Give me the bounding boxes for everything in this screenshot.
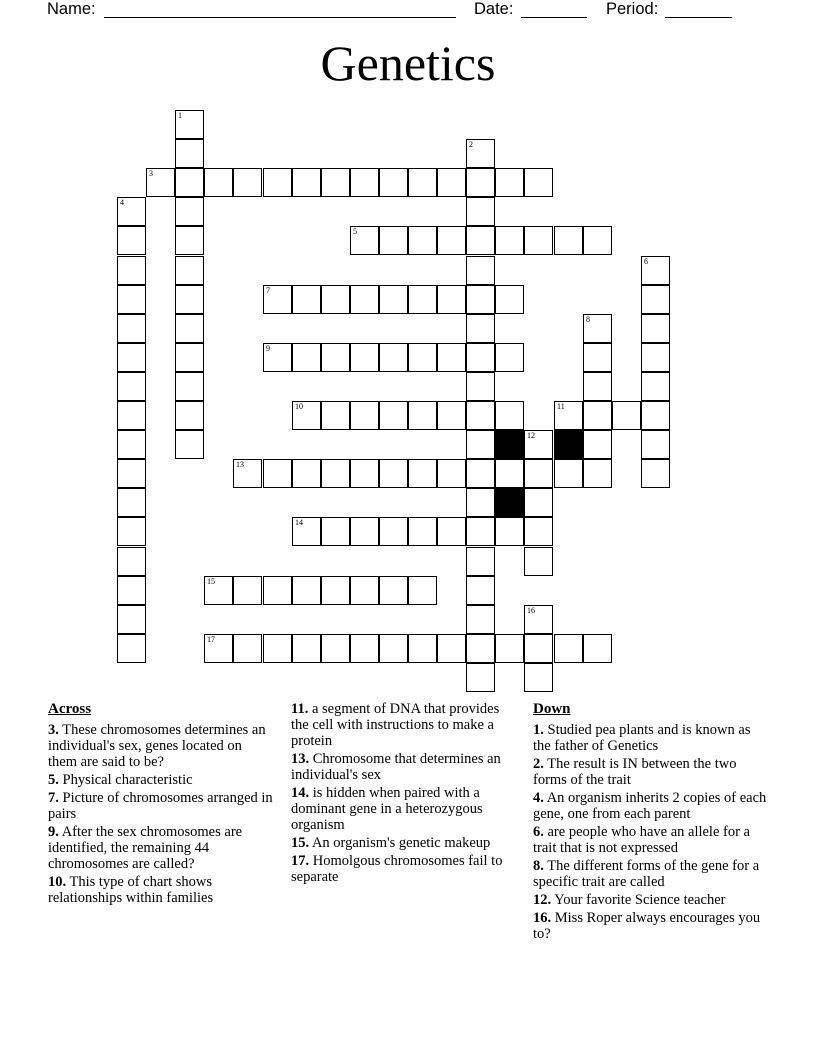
crossword-cell[interactable] (524, 226, 553, 255)
name-label: Name: (47, 0, 96, 18)
crossword-cell[interactable] (350, 285, 379, 314)
down-clue (533, 824, 768, 856)
crossword-cell[interactable] (175, 343, 204, 372)
down-clue (533, 892, 768, 908)
crossword-cell[interactable] (495, 343, 524, 372)
crossword-cell[interactable] (175, 226, 204, 255)
clue-text: An organism inherits 2 copies of each gene, one from each parent (533, 790, 767, 822)
crossword-cell[interactable] (466, 605, 495, 634)
across-clues-column-2 (291, 701, 516, 887)
clue-text: These chromosomes determines an individual's sex, genes located on them are said to be? (48, 722, 266, 770)
clue-number: 5 (353, 227, 357, 236)
clue-text: An organism's genetic makeup (309, 835, 491, 851)
crossword-cell[interactable] (117, 197, 146, 226)
across-clue (291, 835, 516, 851)
crossword-cell[interactable] (495, 634, 524, 663)
clue-text: are people who have an allele for a trait that is not expressed (533, 824, 750, 856)
crossword-cell[interactable] (583, 226, 612, 255)
clue-number: 14 (295, 518, 303, 527)
crossword-cell[interactable] (583, 634, 612, 663)
crossword-cell[interactable] (466, 576, 495, 605)
crossword-cell[interactable] (583, 314, 612, 343)
crossword-cell[interactable] (175, 197, 204, 226)
crossword-cell[interactable] (466, 197, 495, 226)
crossword-cell[interactable] (583, 343, 612, 372)
clue-text: a segment of DNA that provides the cell with instructions to make a protein (291, 701, 500, 749)
crossword-cell[interactable] (408, 343, 437, 372)
crossword-cell[interactable] (466, 663, 495, 692)
crossword-cell[interactable] (175, 168, 204, 197)
date-label: Date: (474, 0, 514, 18)
crossword-cell[interactable] (321, 517, 350, 546)
crossword-cell[interactable] (379, 285, 408, 314)
crossword-cell[interactable] (408, 401, 437, 430)
across-clue (291, 701, 516, 749)
crossword-cell[interactable] (641, 372, 670, 401)
clue-text: This type of chart shows relationships within families (48, 874, 214, 906)
crossword-cell[interactable] (321, 168, 350, 197)
crossword-cell[interactable] (292, 168, 321, 197)
clue-number-label: 14. (291, 785, 310, 801)
crossword-cell[interactable] (321, 459, 350, 488)
crossword-cell[interactable] (524, 459, 553, 488)
down-clue (533, 790, 768, 822)
crossword-cell[interactable] (554, 634, 583, 663)
crossword-cell[interactable] (117, 459, 146, 488)
crossword-cell[interactable] (524, 430, 553, 459)
clue-text: After the sex chromosomes are identified, the remaining 44 chromosomes are called? (48, 824, 243, 872)
crossword-cell[interactable] (117, 605, 146, 634)
crossword-cell[interactable] (117, 226, 146, 255)
crossword-cell[interactable] (117, 343, 146, 372)
crossword-cell[interactable] (583, 459, 612, 488)
crossword-cell[interactable] (524, 547, 553, 576)
crossword-cell[interactable] (612, 401, 641, 430)
clue-text: Miss Roper always encourages you to? (533, 910, 761, 942)
crossword-cell[interactable] (379, 401, 408, 430)
crossword-cell[interactable] (524, 488, 553, 517)
clue-number: 3 (149, 169, 153, 178)
crossword-cell[interactable] (321, 634, 350, 663)
crossword-cell[interactable] (233, 459, 262, 488)
crossword-cell[interactable] (408, 459, 437, 488)
crossword-cell[interactable] (117, 372, 146, 401)
crossword-cell[interactable] (408, 226, 437, 255)
crossword-cell[interactable] (175, 372, 204, 401)
crossword-cell[interactable] (350, 226, 379, 255)
crossword-cell[interactable] (524, 168, 553, 197)
crossword-cell[interactable] (175, 314, 204, 343)
crossword-cell[interactable] (204, 634, 233, 663)
crossword-cell[interactable] (263, 459, 292, 488)
crossword-cell[interactable] (117, 488, 146, 517)
crossword-cell[interactable] (379, 168, 408, 197)
down-clue (533, 910, 768, 942)
clue-number: 13 (236, 460, 244, 469)
crossword-cell[interactable] (204, 168, 233, 197)
crossword-cell[interactable] (641, 430, 670, 459)
crossword-cell[interactable] (554, 401, 583, 430)
clue-number-label: 7. (48, 790, 59, 806)
clue-number-label: 17. (291, 853, 310, 869)
across-clue (48, 824, 273, 872)
crossword-cell[interactable] (554, 226, 583, 255)
crossword-cell[interactable] (408, 168, 437, 197)
clue-number: 11 (557, 402, 565, 411)
crossword-cell[interactable] (175, 110, 204, 139)
crossword-cell[interactable] (554, 459, 583, 488)
crossword-cell[interactable] (466, 430, 495, 459)
crossword-cell[interactable] (350, 401, 379, 430)
clue-number-label: 16. (533, 910, 552, 926)
crossword-cell[interactable] (379, 634, 408, 663)
crossword-cell[interactable] (466, 285, 495, 314)
clue-number-label: 6. (533, 824, 544, 840)
crossword-cell[interactable] (437, 226, 466, 255)
across-clues-column-1 (48, 701, 273, 908)
crossword-cell[interactable] (350, 576, 379, 605)
crossword-cell[interactable] (408, 285, 437, 314)
crossword-cell[interactable] (146, 168, 175, 197)
down-clue (533, 756, 768, 788)
period-label: Period: (606, 0, 659, 18)
crossword-cell[interactable] (524, 517, 553, 546)
crossword-cell[interactable] (641, 343, 670, 372)
crossword-cell[interactable] (379, 517, 408, 546)
across-clue (48, 790, 273, 822)
clue-text: The result is IN between the two forms of the trait (533, 756, 737, 788)
crossword-cell[interactable] (466, 139, 495, 168)
clue-text: Homolgous chromosomes fail to separate (291, 853, 503, 885)
crossword-cell[interactable] (466, 401, 495, 430)
clue-number-label: 11. (291, 701, 309, 717)
down-clue (533, 858, 768, 890)
crossword-cell[interactable] (437, 401, 466, 430)
crossword-cell[interactable] (117, 634, 146, 663)
clue-number: 6 (644, 257, 648, 266)
crossword-cell[interactable] (641, 459, 670, 488)
clue-text: is hidden when paired with a dominant gene in a heterozygous organism (291, 785, 483, 833)
clue-number-label: 9. (48, 824, 59, 840)
crossword-cell[interactable] (466, 372, 495, 401)
crossword-cell[interactable] (466, 634, 495, 663)
clue-number-label: 13. (291, 751, 310, 767)
clue-number: 7 (266, 286, 270, 295)
down-heading: Down (533, 701, 571, 717)
crossword-cell[interactable] (524, 605, 553, 634)
crossword-cell[interactable] (233, 576, 262, 605)
crossword-cell[interactable] (117, 401, 146, 430)
crossword-cell[interactable] (292, 517, 321, 546)
crossword-cell[interactable] (408, 576, 437, 605)
crossword-cell[interactable] (583, 401, 612, 430)
crossword-cell[interactable] (466, 517, 495, 546)
crossword-cell[interactable] (495, 226, 524, 255)
crossword-cell[interactable] (175, 401, 204, 430)
crossword-cell[interactable] (466, 168, 495, 197)
crossword-cell[interactable] (117, 576, 146, 605)
down-clue (533, 722, 768, 754)
clue-number: 1 (178, 111, 182, 120)
clue-number-label: 2. (533, 756, 544, 772)
crossword-cell[interactable] (437, 285, 466, 314)
crossword-cell[interactable] (379, 459, 408, 488)
crossword-cell[interactable] (233, 634, 262, 663)
clue-number-label: 5. (48, 772, 59, 788)
crossword-cell[interactable] (350, 634, 379, 663)
crossword-cell[interactable] (495, 517, 524, 546)
crossword-black-cell (554, 430, 583, 459)
crossword-cell[interactable] (495, 168, 524, 197)
across-clue (291, 853, 516, 885)
crossword-cell[interactable] (350, 517, 379, 546)
crossword-cell[interactable] (292, 459, 321, 488)
clue-text: Your favorite Science teacher (551, 892, 726, 908)
crossword-cell[interactable] (524, 663, 553, 692)
across-heading: Across (48, 701, 92, 717)
clue-number-label: 12. (533, 892, 552, 908)
crossword-cell[interactable] (408, 634, 437, 663)
crossword-cell[interactable] (117, 547, 146, 576)
crossword-cell[interactable] (437, 459, 466, 488)
crossword-black-cell (495, 488, 524, 517)
crossword-cell[interactable] (292, 401, 321, 430)
crossword-cell[interactable] (495, 459, 524, 488)
down-clues-column (533, 701, 768, 944)
clue-number-label: 1. (533, 722, 544, 738)
clue-number-label: 3. (48, 722, 59, 738)
crossword-cell[interactable] (641, 401, 670, 430)
crossword-cell[interactable] (292, 576, 321, 605)
crossword-cell[interactable] (233, 168, 262, 197)
clue-number: 15 (207, 577, 215, 586)
crossword-cell[interactable] (350, 343, 379, 372)
across-clue (48, 874, 273, 906)
crossword-cell[interactable] (321, 343, 350, 372)
page-title: Genetics (320, 35, 496, 91)
across-clue (48, 772, 273, 788)
clue-text: Picture of chromosomes arranged in pairs (48, 790, 273, 822)
crossword-cell[interactable] (263, 576, 292, 605)
crossword-cell[interactable] (263, 343, 292, 372)
crossword-cell[interactable] (437, 168, 466, 197)
crossword-cell[interactable] (292, 634, 321, 663)
clue-number-label: 15. (291, 835, 310, 851)
crossword-cell[interactable] (321, 401, 350, 430)
clue-number: 10 (295, 402, 303, 411)
crossword-cell[interactable] (350, 459, 379, 488)
crossword-cell[interactable] (175, 430, 204, 459)
crossword-cell[interactable] (437, 634, 466, 663)
clue-number: 4 (120, 198, 124, 207)
crossword-cell[interactable] (408, 517, 437, 546)
crossword-cell[interactable] (117, 256, 146, 285)
crossword-cell[interactable] (292, 285, 321, 314)
crossword-cell[interactable] (466, 314, 495, 343)
crossword-cell[interactable] (321, 576, 350, 605)
crossword-cell[interactable] (379, 226, 408, 255)
crossword-cell[interactable] (263, 285, 292, 314)
crossword-cell[interactable] (466, 226, 495, 255)
crossword-cell[interactable] (466, 256, 495, 285)
clue-number: 8 (586, 315, 590, 324)
crossword-cell[interactable] (175, 256, 204, 285)
clue-number: 2 (469, 140, 473, 149)
crossword-cell[interactable] (379, 343, 408, 372)
clue-number: 16 (527, 606, 535, 615)
crossword-cell[interactable] (263, 634, 292, 663)
clue-text: Chromosome that determines an individual's sex (291, 751, 501, 783)
crossword-black-cell (495, 430, 524, 459)
crossword-cell[interactable] (117, 517, 146, 546)
crossword-cell[interactable] (175, 285, 204, 314)
crossword-cell[interactable] (437, 343, 466, 372)
crossword-cell[interactable] (117, 430, 146, 459)
crossword-cell[interactable] (321, 285, 350, 314)
crossword-cell[interactable] (263, 168, 292, 197)
clue-number: 12 (527, 431, 535, 440)
crossword-cell[interactable] (495, 285, 524, 314)
crossword-cell[interactable] (175, 139, 204, 168)
crossword-cell[interactable] (350, 168, 379, 197)
crossword-cell[interactable] (524, 634, 553, 663)
across-clue (48, 722, 273, 770)
clue-text: The different forms of the gene for a specific trait are called (533, 858, 760, 890)
crossword-cell[interactable] (379, 576, 408, 605)
crossword-cell[interactable] (117, 285, 146, 314)
clue-text: Physical characteristic (58, 772, 193, 788)
crossword-cell[interactable] (583, 430, 612, 459)
crossword-cell[interactable] (641, 314, 670, 343)
across-clue (291, 751, 516, 783)
clue-number-label: 10. (48, 874, 67, 890)
crossword-cell[interactable] (466, 488, 495, 517)
across-clue (291, 785, 516, 833)
crossword-cell[interactable] (204, 576, 233, 605)
clue-number-label: 8. (533, 858, 544, 874)
crossword-cell[interactable] (292, 343, 321, 372)
crossword-cell[interactable] (495, 401, 524, 430)
crossword-cell[interactable] (641, 285, 670, 314)
clue-number-label: 4. (533, 790, 544, 806)
crossword-cell[interactable] (466, 459, 495, 488)
crossword-cell[interactable] (117, 314, 146, 343)
clue-number: 17 (207, 635, 215, 644)
clue-number: 9 (266, 344, 270, 353)
crossword-cell[interactable] (466, 343, 495, 372)
crossword-cell[interactable] (437, 517, 466, 546)
crossword-cell[interactable] (583, 372, 612, 401)
clue-text: Studied pea plants and is known as the father of Genetics (533, 722, 751, 754)
crossword-cell[interactable] (641, 256, 670, 285)
crossword-cell[interactable] (466, 547, 495, 576)
